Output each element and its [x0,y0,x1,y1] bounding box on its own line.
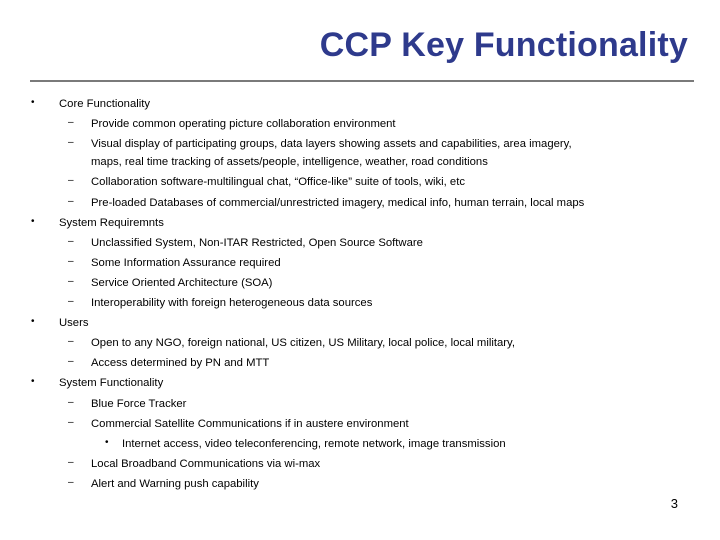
bullet-marker: • [31,316,35,328]
dash-marker: – [68,336,74,348]
list-item: Access determined by PN and MTT [91,357,270,370]
bullet-marker: • [31,97,35,108]
bullet-marker: • [31,376,35,388]
section-heading: System Functionality [59,377,164,390]
list-item: Visual display of participating groups, data layers showing assets and capabilities, area imagery, [91,138,572,151]
dash-marker: – [68,255,74,267]
dash-marker: – [68,296,74,307]
dash-marker: – [68,235,74,247]
section-heading: System Requiremnts [59,216,164,229]
list-item: Blue Force Tracker [91,397,187,410]
list-item: Alert and Warning push capability [91,477,259,490]
dash-marker: – [68,356,74,368]
sub-list-item: Internet access, video teleconferencing, remote network, image transmission [122,437,506,450]
dash-marker: – [68,137,74,149]
dash-marker: – [68,396,74,408]
list-item: Collaboration software-multilingual chat, “Office-like” suite of tools, wiki, etc [91,176,465,189]
dash-marker: – [68,117,74,129]
dash-marker: – [68,275,74,287]
dash-marker: – [68,416,74,428]
title-divider [30,80,694,82]
section-heading: Users [59,317,89,330]
dash-marker: – [68,476,74,488]
dash-marker: – [68,195,74,207]
list-item: Pre-loaded Databases of commercial/unrestricted imagery, medical info, human terrain, local maps [91,196,585,209]
page-number: 3 [670,496,678,511]
list-item: Interoperability with foreign heterogeneous data sources [91,297,373,309]
list-item: Commercial Satellite Communications if in austere environment [91,417,409,430]
sub-bullet-marker: • [105,436,109,448]
dash-marker: – [68,175,74,187]
bullet-marker: • [31,215,35,227]
dash-marker: – [68,456,74,468]
list-item: Open to any NGO, foreign national, US citizen, US Military, local police, local military, [91,337,516,350]
list-item: Some Information Assurance required [91,256,281,269]
list-item: Local Broadband Communications via wi-max [91,457,321,470]
list-item: Unclassified System, Non-ITAR Restricted, Open Source Software [91,236,423,249]
page-title: CCP Key Functionality [319,26,688,64]
list-item: Service Oriented Architecture (SOA) [91,276,273,289]
list-item: Provide common operating picture collaboration environment [91,118,396,131]
list-item-continuation: maps, real time tracking of assets/people, intelligence, weather, road conditions [91,156,488,169]
section-heading: Core Functionality [59,98,151,110]
